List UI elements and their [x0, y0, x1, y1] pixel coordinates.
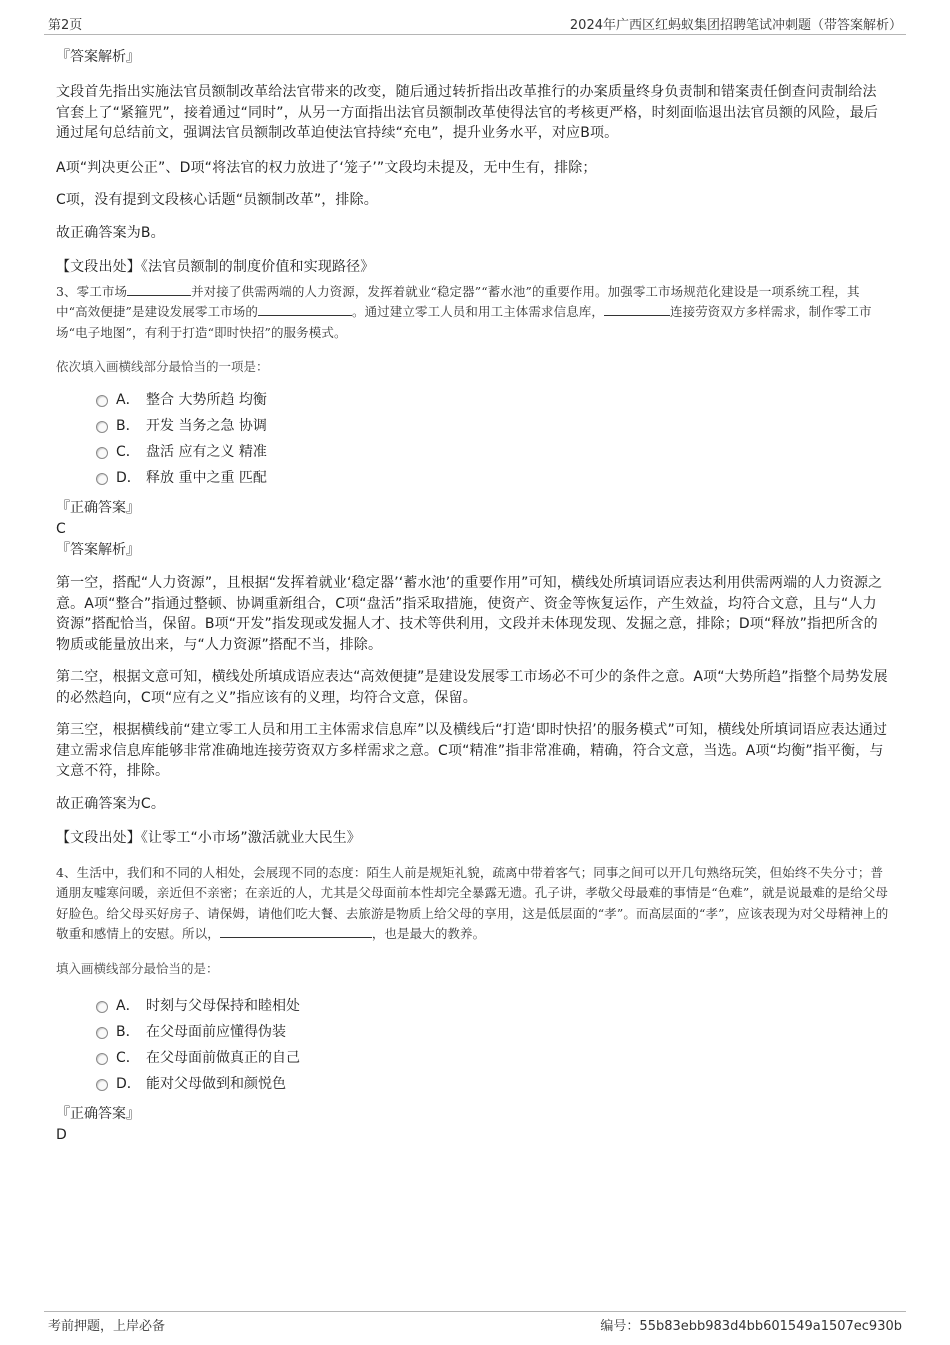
analysis-label: 『答案解析』 [56, 49, 140, 65]
option-a[interactable]: A． 整合 大势所趋 均衡 [96, 387, 890, 413]
correct-answer: C [56, 521, 66, 537]
source-citation: 【文段出处】《让零工“小市场”激活就业大民生》 [56, 830, 361, 846]
page-footer [44, 1311, 906, 1334]
option-b[interactable]: B． 在父母面前应懂得伪装 [96, 1019, 890, 1045]
option-c[interactable]: C． 在父母面前做真正的自己 [96, 1045, 890, 1071]
analysis-label: 『答案解析』 [56, 542, 140, 558]
analysis-blank-2: 第二空，根据文意可知，横线处所填成语应表达“高效便捷”是建设发展零工市场必不可少的条件之意。A项“大势所趋”指整个局势发展的必然趋向，C项“应有之义”指应该有的义理，均符合文意，保留。 [56, 669, 888, 706]
answer-blank [604, 303, 670, 316]
analysis-paragraph: 文段首先指出实施法官员额制改革给法官带来的改变，随后通过转折指出改革推行的办案质量终身负责制和错案责任倒查问责制给法官套上了“紧箍咒”，接着通过“同时”，从另一方面指出法官员额制改革使得法官的考核更严格，时刻面临退出法官员额的风险，最后通过尾句总结前文，强调法官员额制改革迫使法官持续“充电”，提升业务水平，对应B项。 [56, 84, 879, 141]
footer-motto: 考前押题，上岸必备 [48, 1319, 166, 1334]
correct-answer-label: 『正确答案』 [56, 500, 140, 516]
radio-icon[interactable] [96, 1079, 108, 1091]
option-b[interactable]: B． 开发 当务之急 协调 [96, 413, 890, 439]
page-header [44, 12, 906, 35]
option-d[interactable]: D． 释放 重中之重 匹配 [96, 465, 890, 491]
radio-icon[interactable] [96, 421, 108, 433]
radio-icon[interactable] [96, 473, 108, 485]
question-4-prompt: 填入画横线部分最恰当的是： [56, 960, 219, 976]
answer-blank [220, 925, 372, 938]
analysis-paragraph-ad: A项“判决更公正”、D项“将法官的权力放进了‘笼子’”文段均未提及，无中生有，排除； [56, 159, 597, 176]
conclusion: 故正确答案为B。 [56, 224, 165, 241]
radio-icon[interactable] [96, 395, 108, 407]
option-d[interactable]: D． 能对父母做到和颜悦色 [96, 1071, 890, 1097]
document-title: 2024年广西区红蚂蚁集团招聘笔试冲刺题（带答案解析） [569, 18, 902, 33]
page-number: 第2页 [48, 18, 83, 33]
question-4-stem: 4、生活中，我们和不同的人相处，会展现不同的态度：陌生人前是规矩礼貌，疏离中带着客气；同事之间可以开几句熟络玩笑，但始终不失分寸；普通朋友嘘寒问暖，亲近但不亲密；在亲近的人，尤其是父母面前本性却完全暴露无遗。孔子讲，孝敬父母最难的事情是“色难”，就是说最难的是给父母好脸色。给父母买好房子、请保姆，请他们吃大餐、去旅游是物质上给父母的享用，这是低层面的“孝”。而高层面的“孝”，应该表现为对父母精神上的敬重和感情上的安慰。所以， ，也是最大的教养。 [56, 864, 889, 941]
analysis-blank-1: 第一空，搭配“人力资源”，且根据“发挥着就业‘稳定器’‘蓄水池’的重要作用”可知，横线处所填词语应表达利用供需两端的人力资源之意。A项“整合”指通过整顿、协调重新组合，C项“盘活”指采取措施，使资产、资金等恢复运作，产生效益，均符合文意，且与“人力资源”搭配恰当，保留。B项“开发”指发现或发掘人才、技术等供利用，文段并未体现发现、发掘之意，排除；D项“释放”指把所含的物质或能量放出来，与“人力资源”搭配不当，排除。 [56, 575, 883, 653]
question-4-options [96, 993, 890, 1097]
option-a[interactable]: A． 时刻与父母保持和睦相处 [96, 993, 890, 1019]
analysis-paragraph-c: C项，没有提到文段核心话题“员额制改革”，排除。 [56, 192, 378, 208]
radio-icon[interactable] [96, 1053, 108, 1065]
source-citation: 【文段出处】《法官员额制的制度价值和实现路径》 [56, 259, 375, 275]
question-3-stem: 3、零工市场 并对接了供需两端的人力资源，发挥着就业“稳定器”“蓄水池”的重要作用。加强零工市场规范化建设是一项系统工程，其中“高效便捷”是建设发展零工市场的 。通过建立零工人员和用工主体需求信息库， 连接劳资双方多样需求，制作零工市场“电子地图”，有利于打造“即时快招”的服务模式。 [56, 283, 872, 340]
answer-blank [258, 303, 352, 316]
option-c[interactable]: C． 盘活 应有之义 精准 [96, 439, 890, 465]
serial-number: 编号：55b83ebb983d4bb601549a1507ec930b [600, 1319, 902, 1334]
analysis-blank-3: 第三空，根据横线前“建立零工人员和用工主体需求信息库”以及横线后“打造‘即时快招’的服务模式”可知，横线处所填词语应表达通过建立需求信息库能够非常准确地连接劳资双方多样需求之意。C项“精准”指非常准确，精确，符合文意，当选。A项“均衡”指平衡，与文意不符，排除。 [56, 722, 888, 779]
conclusion: 故正确答案为C。 [56, 795, 165, 812]
question-3-prompt: 依次填入画横线部分最恰当的一项是： [56, 359, 269, 374]
radio-icon[interactable] [96, 1001, 108, 1013]
page-content [56, 46, 890, 1145]
question-3-options [96, 387, 890, 491]
radio-icon[interactable] [96, 1027, 108, 1039]
radio-icon[interactable] [96, 447, 108, 459]
correct-answer-label: 『正确答案』 [56, 1105, 140, 1122]
correct-answer: D [56, 1126, 67, 1143]
answer-blank [127, 283, 191, 296]
